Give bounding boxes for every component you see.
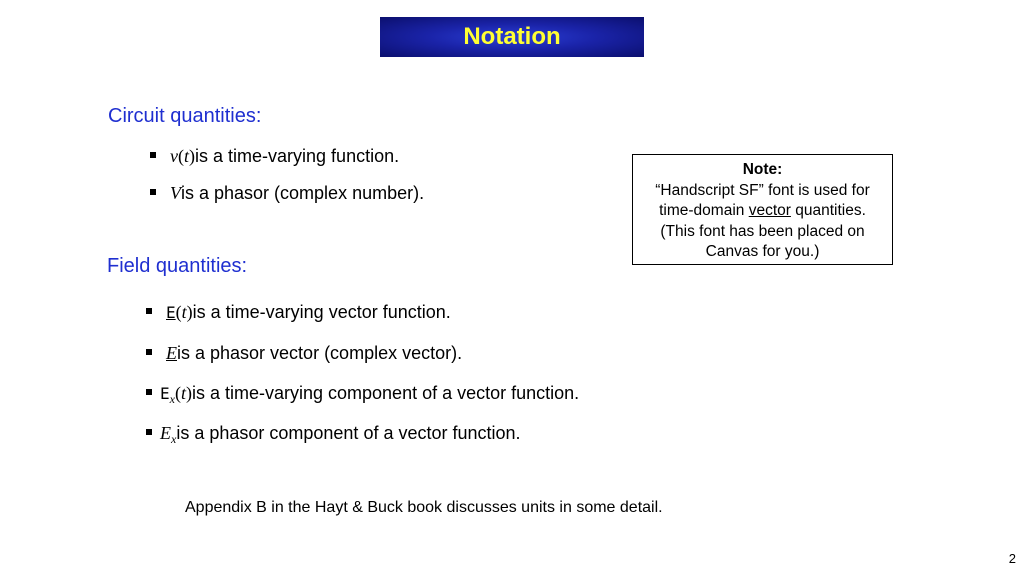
bullet-square-icon xyxy=(150,189,156,195)
page-number: 2 xyxy=(1008,551,1016,566)
list-item-field-1 xyxy=(146,302,451,323)
item-text: is a phasor (complex number). xyxy=(181,183,425,203)
note-title: Note: xyxy=(742,161,783,178)
note-box xyxy=(632,154,893,265)
circuit-heading: Circuit quantities: xyxy=(108,105,262,127)
list-item-field-4 xyxy=(146,423,521,444)
bullet-square-icon xyxy=(146,389,152,395)
note-line-1: “Handscript SF” font is used for xyxy=(655,181,870,199)
bullet-square-icon xyxy=(146,429,152,435)
symbol-E-time: E xyxy=(166,303,176,322)
field-heading: Field quantities: xyxy=(107,255,248,277)
note-line-2: time-domain vector quantities. xyxy=(659,202,866,219)
symbol-V: V xyxy=(170,183,181,203)
list-item-field-3 xyxy=(146,383,579,404)
bullet-square-icon xyxy=(150,152,156,158)
symbol-E-phasor: E xyxy=(166,343,177,363)
note-line-4: Canvas for you.) xyxy=(705,243,820,260)
list-item-circuit-1 xyxy=(150,146,399,167)
symbol-arg: (t) xyxy=(174,383,192,403)
list-item-circuit-2 xyxy=(150,183,424,204)
item-text: is a time-varying function. xyxy=(195,146,400,166)
appendix-note: Appendix B in the Hayt & Buck book discusses units in some detail. xyxy=(185,499,663,516)
symbol-arg: (t) xyxy=(175,302,193,322)
note-line-3: (This font has been placed on xyxy=(660,222,865,240)
title-banner xyxy=(380,17,644,57)
item-text: is a phasor component of a vector function. xyxy=(176,423,521,443)
item-text: is a time-varying vector function. xyxy=(192,302,451,322)
symbol-Ex-time: E xyxy=(160,384,170,403)
item-text: is a time-varying component of a vector function. xyxy=(191,383,580,403)
bullet-square-icon xyxy=(146,349,152,355)
bullet-square-icon xyxy=(146,308,152,314)
symbol-arg: (t) xyxy=(178,146,196,166)
item-text: is a phasor vector (complex vector). xyxy=(177,343,463,363)
symbol-subscript: x xyxy=(171,432,177,446)
list-item-field-2 xyxy=(146,343,462,364)
symbol-v: v xyxy=(170,146,178,166)
symbol-subscript: x xyxy=(169,392,175,406)
page-title: Notation xyxy=(463,23,561,50)
symbol-Ex-phasor: E xyxy=(160,423,171,443)
